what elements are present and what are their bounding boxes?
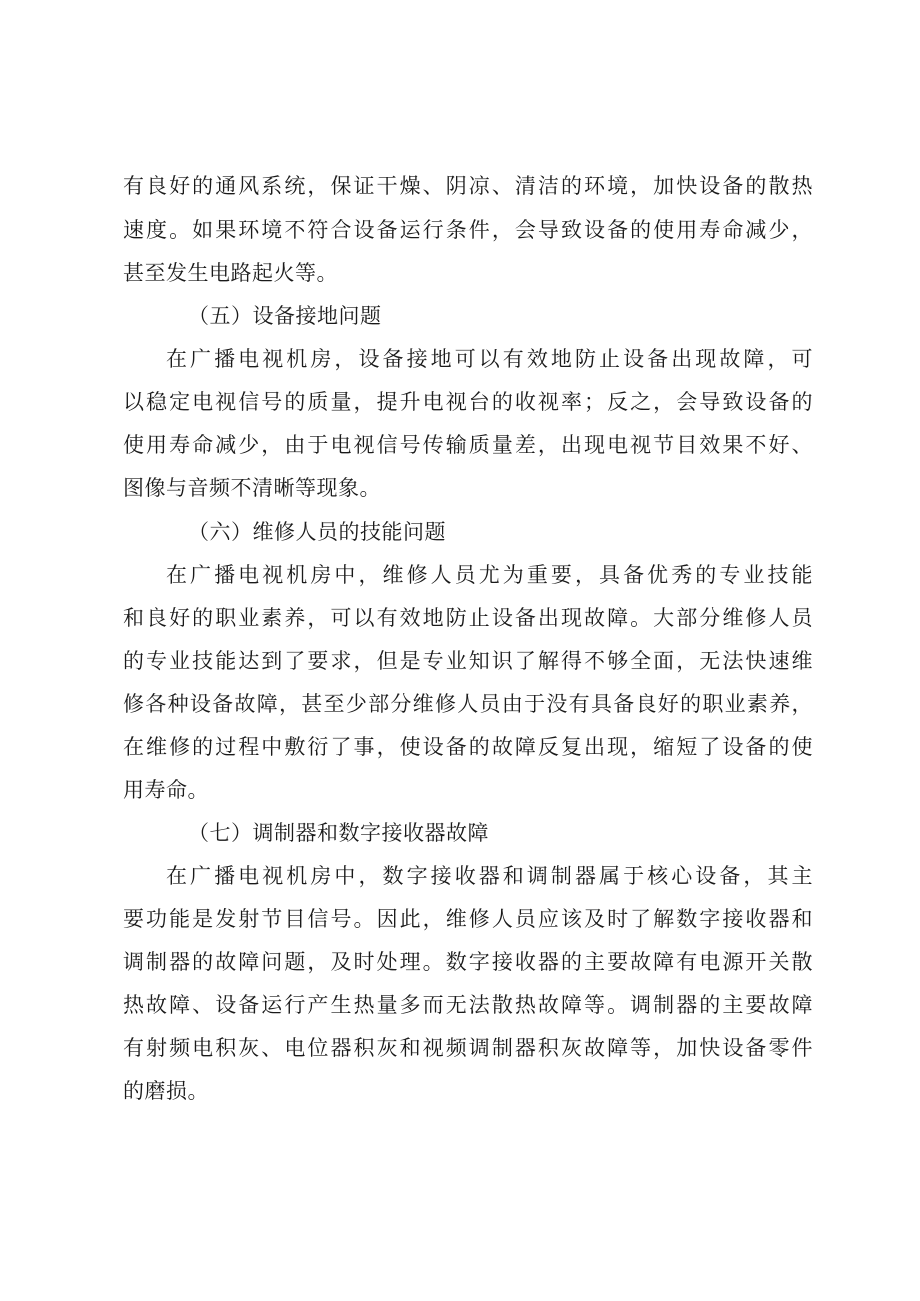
body-text-line: 热故障、设备运行产生热量多而无法散热故障等。调制器的主要故障	[123, 993, 813, 1017]
body-text-line: 修各种设备故障，甚至少部分维修人员由于没有具备良好的职业素养，	[123, 692, 813, 716]
body-text-line: 的专业技能达到了要求，但是专业知识了解得不够全面，无法快速维	[123, 649, 813, 673]
body-text-line: 有射频电积灰、电位器积灰和视频调制器积灰故障等，加快设备零件	[123, 1036, 813, 1060]
body-text-line: 在广播电视机房，设备接地可以有效地防止设备出现故障，可	[166, 347, 813, 371]
body-text-line: 甚至发生电路起火等。	[123, 261, 338, 285]
body-text-line: 的磨损。	[123, 1079, 209, 1103]
body-text-line: 在维修的过程中敷衍了事，使设备的故障反复出现，缩短了设备的使	[123, 735, 813, 759]
body-text-line: 使用寿命减少，由于电视信号传输质量差，出现电视节目效果不好、	[123, 433, 813, 457]
body-text-line: 要功能是发射节目信号。因此，维修人员应该及时了解数字接收器和	[123, 907, 813, 931]
body-text-line: 调制器的故障问题，及时处理。数字接收器的主要故障有电源开关散	[123, 950, 813, 974]
body-text-line: 在广播电视机房中，维修人员尤为重要，具备优秀的专业技能	[166, 563, 813, 587]
body-text-line: 图像与音频不清晰等现象。	[123, 476, 381, 500]
body-text-line: 速度。如果环境不符合设备运行条件，会导致设备的使用寿命减少，	[123, 218, 813, 242]
section-heading-six: （六）维修人员的技能问题	[188, 520, 446, 544]
body-text-line: 在广播电视机房中，数字接收器和调制器属于核心设备，其主	[166, 864, 813, 888]
section-heading-seven: （七）调制器和数字接收器故障	[188, 821, 489, 845]
body-text-line: 有良好的通风系统，保证干燥、阴凉、清洁的环境，加快设备的散热	[123, 174, 813, 198]
body-text-line: 和良好的职业素养，可以有效地防止设备出现故障。大部分维修人员	[123, 606, 813, 630]
body-text-line: 以稳定电视信号的质量，提升电视台的收视率；反之，会导致设备的	[123, 390, 813, 414]
section-heading-five: （五）设备接地问题	[188, 304, 382, 328]
body-text-line: 用寿命。	[123, 778, 209, 802]
